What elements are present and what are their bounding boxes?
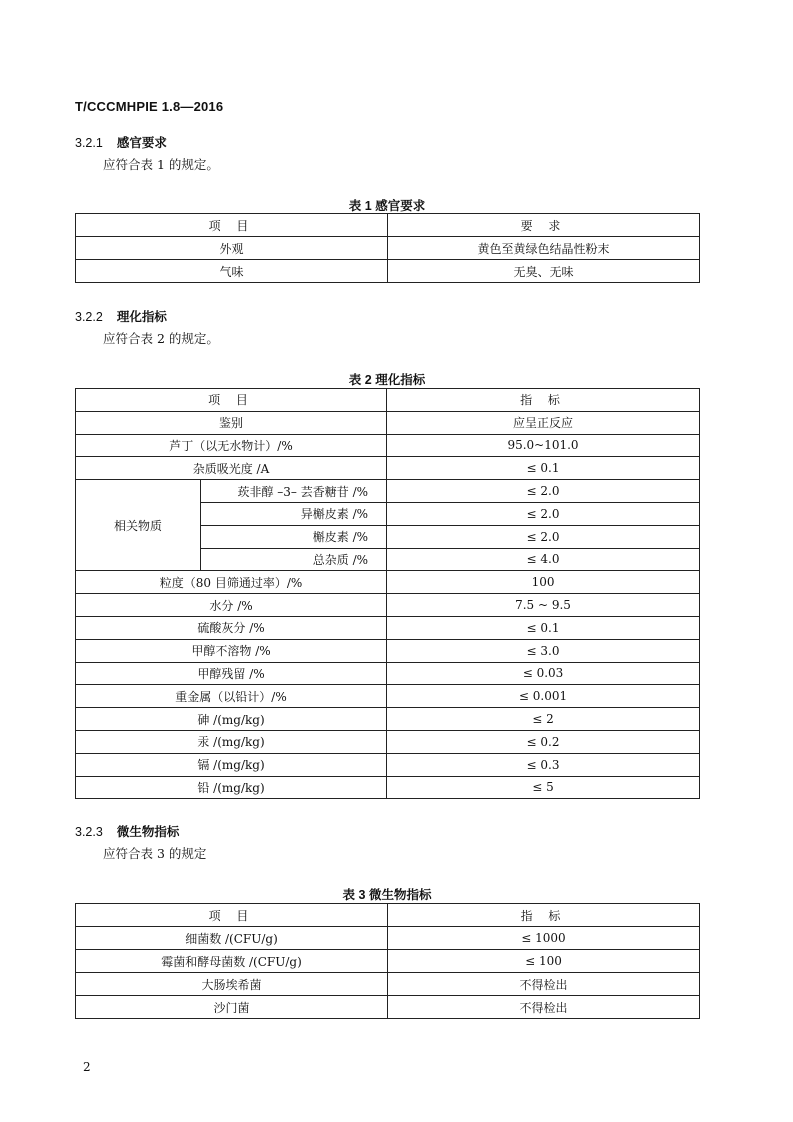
table-row (76, 776, 700, 799)
table-row (76, 639, 700, 662)
table-cell: 无臭、无味 (388, 260, 700, 283)
page-number: 2 (83, 1060, 91, 1074)
table-cell: 甲醇不溶物 /% (76, 639, 387, 662)
table-cell: ≤ 5 (387, 776, 700, 799)
table-row (76, 434, 700, 457)
table-cell: ≤ 1000 (388, 927, 700, 950)
table-cell: ≤ 0.1 (387, 457, 700, 480)
column-header: 要 求 (388, 214, 700, 237)
table-row (76, 950, 700, 973)
table-cell: ≤ 2.0 (387, 525, 700, 548)
column-header: 指 标 (387, 389, 700, 412)
table-header-row (76, 389, 700, 412)
section-heading-323 (75, 822, 179, 840)
table-cell: 总杂质 /% (201, 548, 387, 571)
column-header: 项 目 (76, 214, 388, 237)
table-cell: 气味 (76, 260, 388, 283)
table2-physicochemical (75, 388, 700, 799)
table-cell: ≤ 0.2 (387, 730, 700, 753)
table-row (76, 973, 700, 996)
table-header-row (76, 214, 700, 237)
table-cell: ≤ 100 (388, 950, 700, 973)
table-cell: 应呈正反应 (387, 411, 700, 434)
group-label-cell: 相关物质 (76, 480, 201, 571)
table-row (76, 457, 700, 480)
section-heading-322 (75, 307, 167, 325)
table-cell: ≤ 0.03 (387, 662, 700, 685)
table-cell: 汞 /(mg/kg) (76, 730, 387, 753)
table-cell: 细菌数 /(CFU/g) (76, 927, 388, 950)
column-header: 项 目 (76, 389, 387, 412)
table-row (76, 411, 700, 434)
section-number: 3.2.3 (75, 825, 103, 839)
table-cell: 霉菌和酵母菌数 /(CFU/g) (76, 950, 388, 973)
table-cell: 异槲皮素 /% (201, 502, 387, 525)
table-row (76, 708, 700, 731)
standard-code: T/CCCMHPIE 1.8—2016 (75, 99, 224, 114)
table-cell: 外观 (76, 237, 388, 260)
column-header: 项 目 (76, 904, 388, 927)
section-text-321: 应符合表 1 的规定。 (103, 157, 219, 172)
table3-microbial (75, 903, 700, 1019)
table-row (76, 260, 700, 283)
table-header-row (76, 904, 700, 927)
table-cell: 100 (387, 571, 700, 594)
section-title: 感官要求 (116, 136, 167, 150)
table-cell: 芦丁（以无水物计）/% (76, 434, 387, 457)
table-row (76, 571, 700, 594)
table-row (76, 662, 700, 685)
table-row (76, 480, 700, 503)
section-number: 3.2.1 (75, 136, 103, 150)
table-cell: 砷 /(mg/kg) (76, 708, 387, 731)
table-cell: 沙门菌 (76, 996, 388, 1019)
table-cell: 不得检出 (388, 973, 700, 996)
table-cell: 铅 /(mg/kg) (76, 776, 387, 799)
table-cell: 槲皮素 /% (201, 525, 387, 548)
table-cell: ≤ 3.0 (387, 639, 700, 662)
table-row (76, 996, 700, 1019)
section-title: 理化指标 (116, 310, 167, 324)
table-cell: ≤ 0.001 (387, 685, 700, 708)
section-text-322: 应符合表 2 的规定。 (103, 331, 219, 346)
table-cell: 95.0~101.0 (387, 434, 700, 457)
table-cell: 重金属（以铅计）/% (76, 685, 387, 708)
column-header: 指 标 (388, 904, 700, 927)
table-cell: 粒度（80 目筛通过率）/% (76, 571, 387, 594)
table-row (76, 753, 700, 776)
table-cell: 水分 /% (76, 594, 387, 617)
table-row (76, 594, 700, 617)
table-row (76, 730, 700, 753)
table-cell: ≤ 2.0 (387, 480, 700, 503)
section-title: 微生物指标 (116, 825, 180, 839)
table1-caption: 表 1 感官要求 (348, 199, 426, 213)
table-cell: 大肠埃希菌 (76, 973, 388, 996)
table-cell: ≤ 0.1 (387, 616, 700, 639)
section-text-323: 应符合表 3 的规定 (103, 846, 207, 861)
table-row (76, 927, 700, 950)
table-row (76, 237, 700, 260)
table-cell: 镉 /(mg/kg) (76, 753, 387, 776)
table-cell: 7.5 ~ 9.5 (387, 594, 700, 617)
table-row (76, 685, 700, 708)
section-heading-321 (75, 133, 167, 151)
table-cell: 莰非醇 –3– 芸香糖苷 /% (201, 480, 387, 503)
table3-caption: 表 3 微生物指标 (342, 888, 432, 902)
table-cell: ≤ 4.0 (387, 548, 700, 571)
table-row (76, 616, 700, 639)
table-cell: ≤ 2 (387, 708, 700, 731)
section-number: 3.2.2 (75, 310, 103, 324)
table-cell: ≤ 2.0 (387, 502, 700, 525)
table-cell: 甲醇残留 /% (76, 662, 387, 685)
table-cell: 硫酸灰分 /% (76, 616, 387, 639)
table-cell: 不得检出 (388, 996, 700, 1019)
table2-caption: 表 2 理化指标 (348, 373, 426, 387)
table-cell: 杂质吸光度 /A (76, 457, 387, 480)
table-cell: 黄色至黄绿色结晶性粉末 (388, 237, 700, 260)
table-cell: 鉴别 (76, 411, 387, 434)
table-cell: ≤ 0.3 (387, 753, 700, 776)
table1-sensory (75, 213, 700, 283)
